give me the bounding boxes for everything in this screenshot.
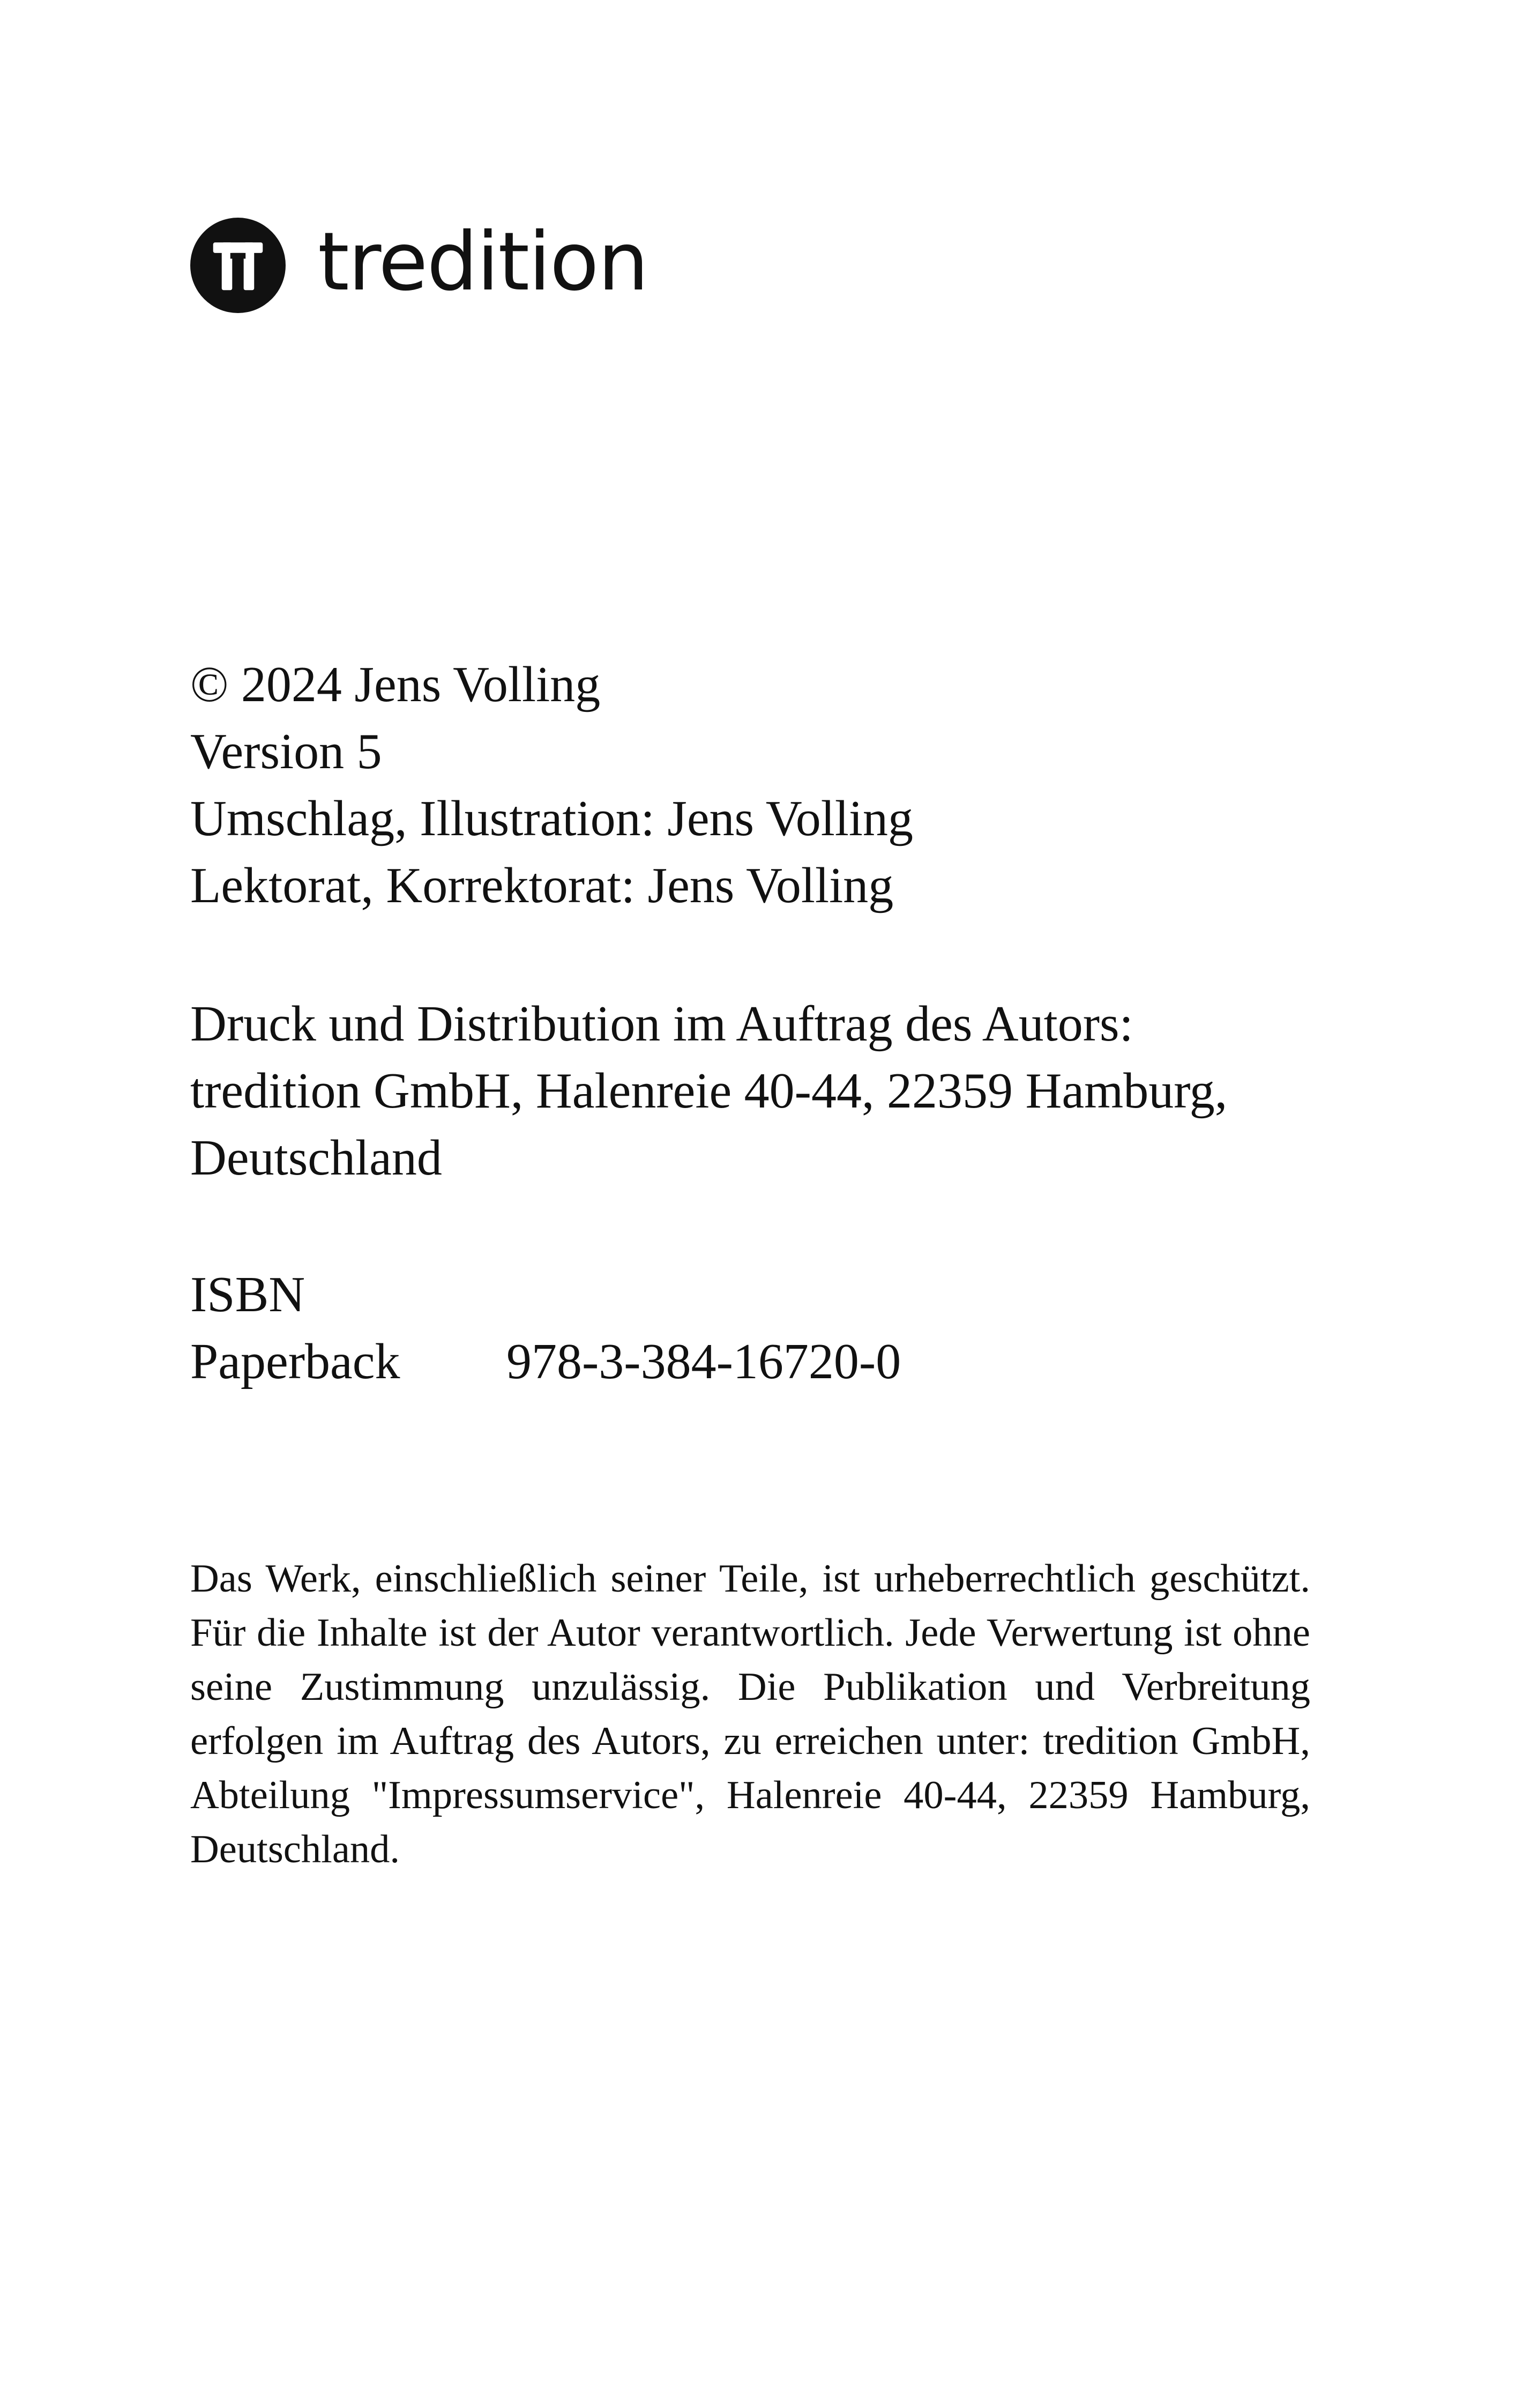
printing-line-2: tredition GmbH, Halenreie 40-44, 22359 Hamburg, (190, 1063, 1228, 1119)
legal-notice: Das Werk, einschließlich seiner Teile, ist urheberrechtlich geschützt. Für die Inhalte ist der Autor verantwortlich. Jede Verwertung ist ohne seine Zustimmung unzulässig. Die Publikation und Verbreitung erfolgen im Auftrag des Autors, zu erreichen unter: tredition GmbH, Abteilung "Impressumservice", Halenreie 40-44, 22359 Hamburg, Deutschland. (190, 1557, 1310, 1871)
printing-line-3: Deutschland (190, 1130, 442, 1186)
version-line: Version 5 (190, 724, 382, 779)
isbn-block (190, 1261, 1316, 1395)
isbn-heading: ISBN (190, 1267, 305, 1322)
copyright-line: © 2024 Jens Volling (190, 657, 601, 712)
cover-credit-line: Umschlag, Illustration: Jens Volling (190, 791, 914, 846)
tredition-logo-icon (190, 218, 286, 313)
credits-block (190, 651, 1316, 919)
isbn-row (190, 1328, 1316, 1395)
printing-block (190, 991, 1316, 1192)
isbn-format: Paperback (190, 1334, 400, 1389)
isbn-number: 978-3-384-16720-0 (506, 1334, 901, 1389)
printing-line-1: Druck und Distribution im Auftrag des Autors: (190, 996, 1133, 1052)
publisher-logo (190, 217, 648, 314)
editing-credit-line: Lektorat, Korrektorat: Jens Volling (190, 858, 894, 913)
publisher-logo-text: tredition (318, 215, 648, 309)
